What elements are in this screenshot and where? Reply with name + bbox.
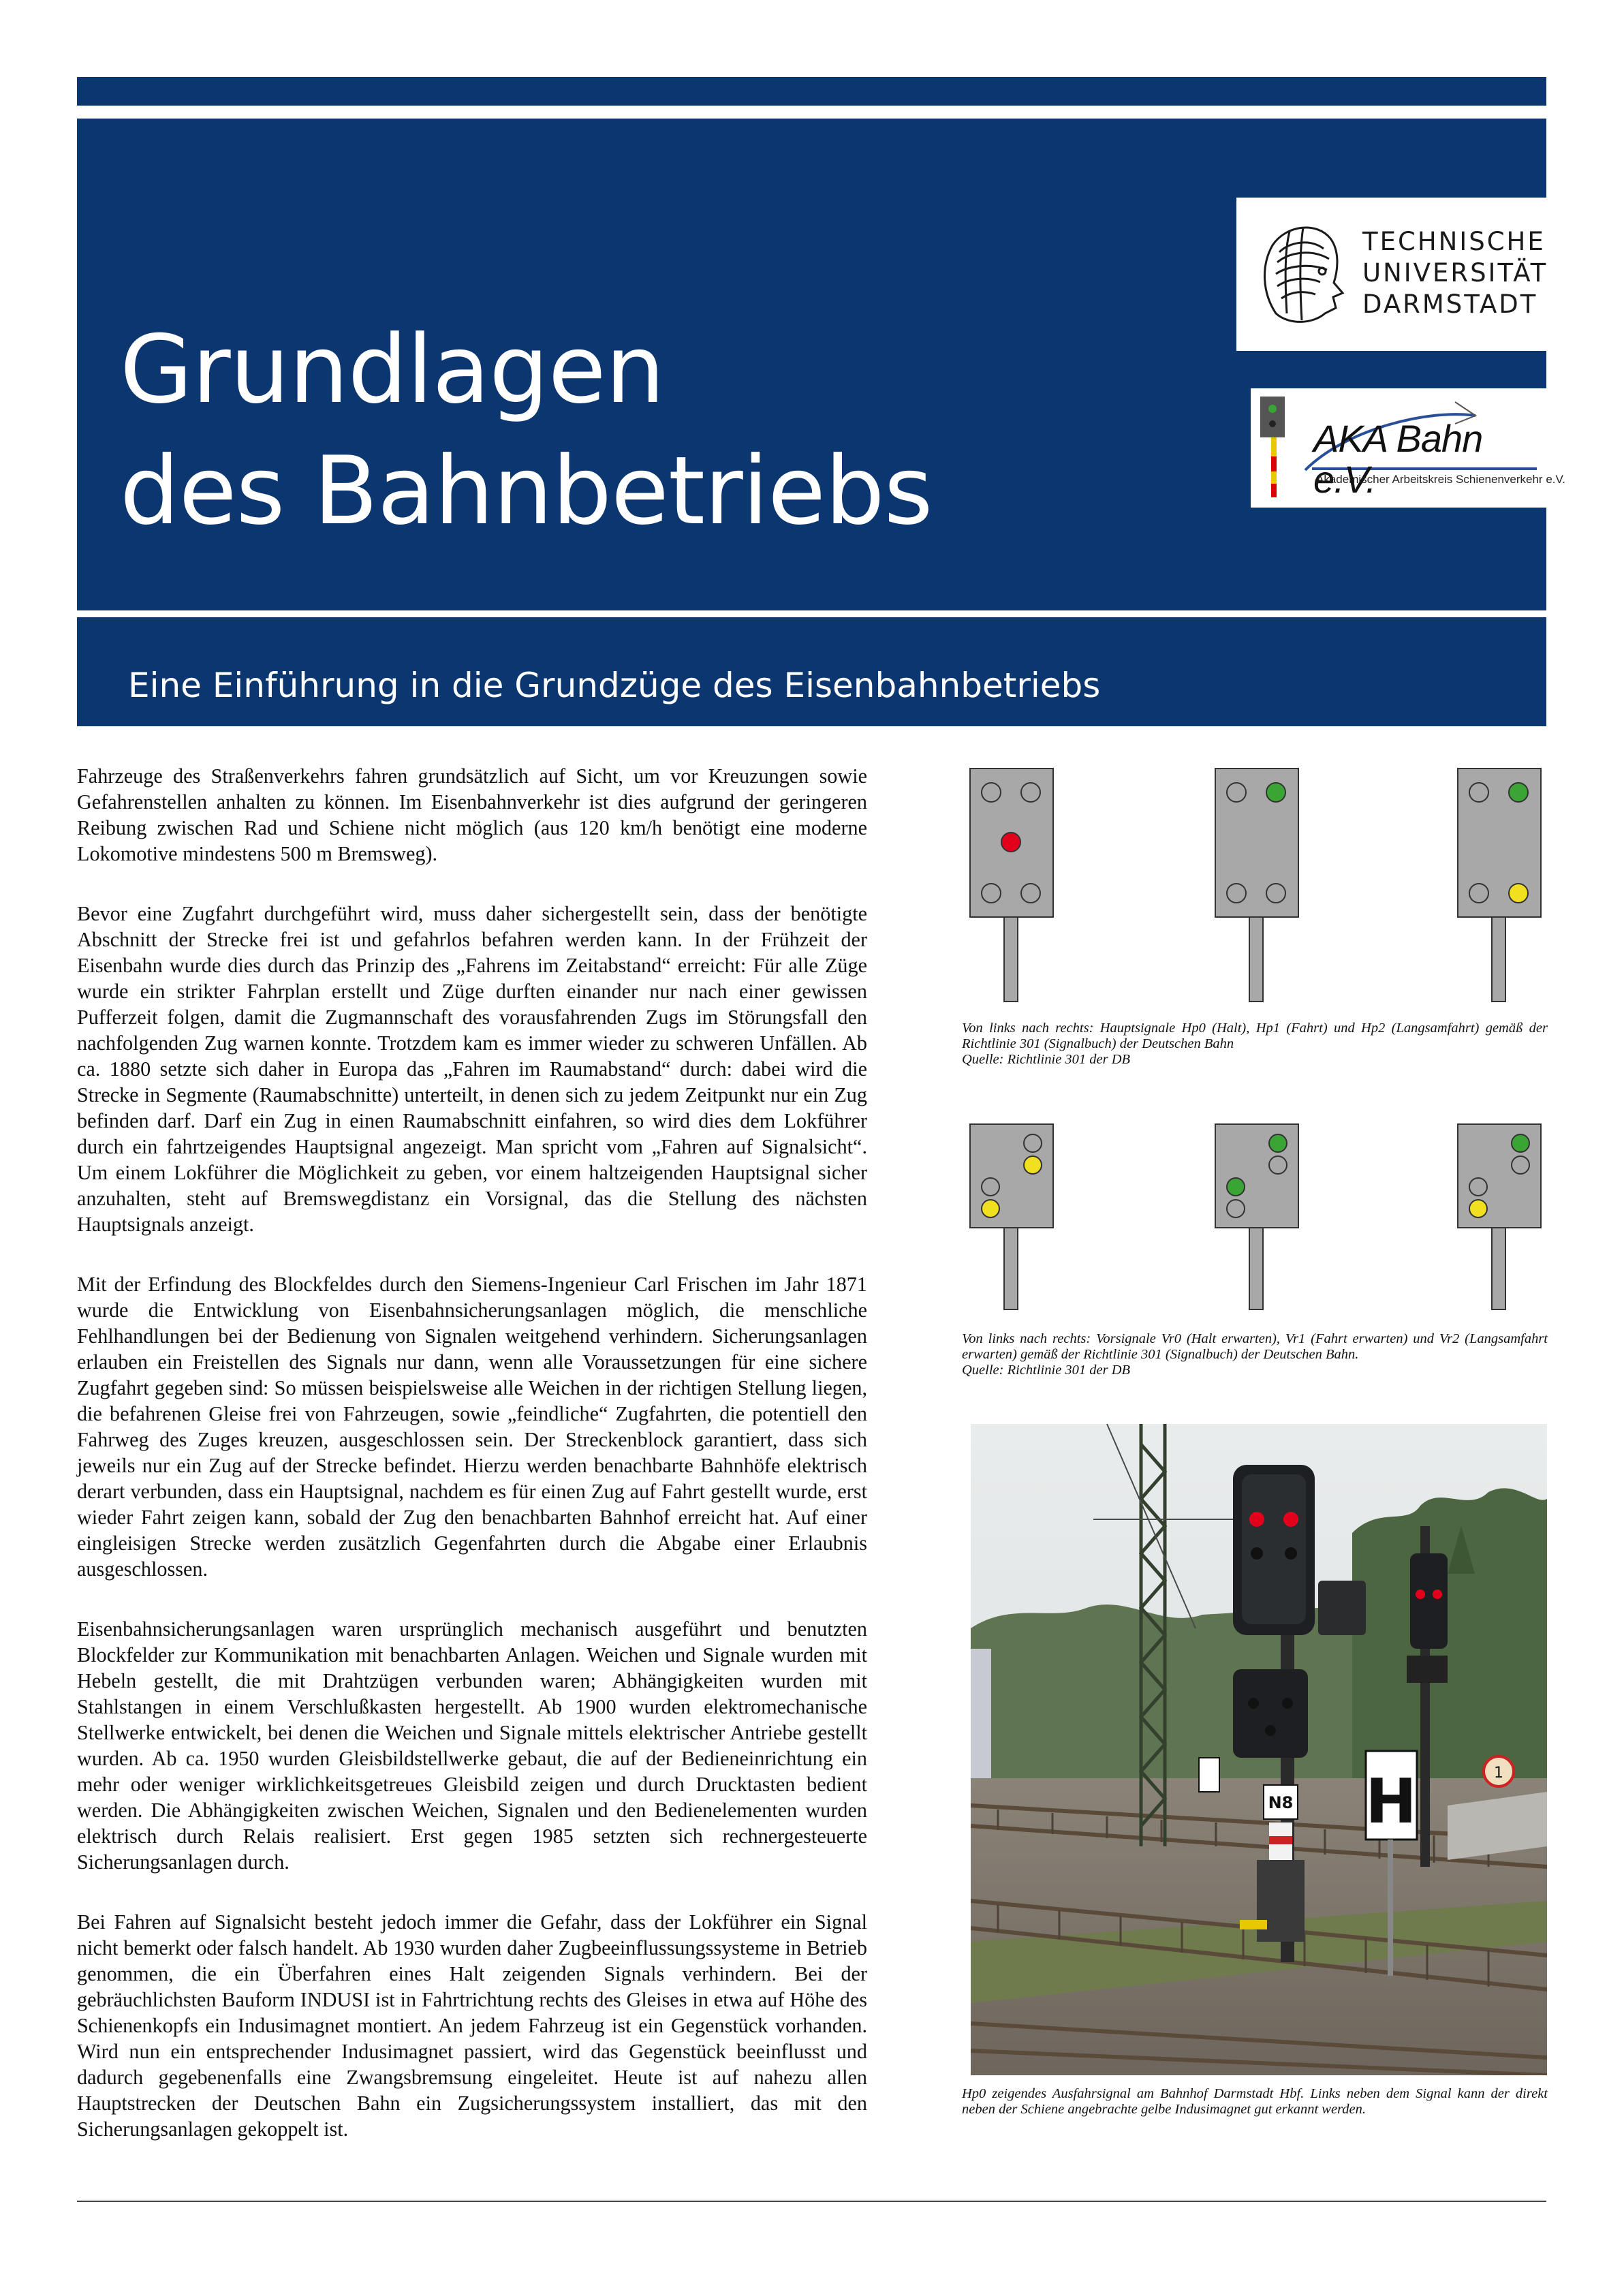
signal-hp2 <box>1458 769 1541 1002</box>
station-signal-photo <box>971 1424 1547 2075</box>
athena-seal-icon <box>1249 211 1351 334</box>
signal-hp0 <box>970 769 1053 1002</box>
footer-rule <box>77 2201 1546 2202</box>
tu-darmstadt-logo <box>1236 198 1548 351</box>
paragraph-3: Mit der Erfindung des Blockfeldes durch den Siemens-Ingenieur Carl Frischen im Jahr 1871 wurde die Entwicklung von Eisenbahnsicherungsanlagen möglich, die menschliche Fehlhandlungen bei der Bedienung von Signalen weitgehend verhindern. Sicherungsanlagen erlauben ein Freistellen des Signals nur dann, wenn alle Voraussetzungen für eine sichere Zugfahrt gegeben sind: So müssen beispielsweise alle Weichen in der richtigen Stellung liegen, die befahrenen Gleise frei von Fahrzeugen, sowie „feindliche“ Zugfahrten, die potentiell den Fahrweg des Zuges kreuzen, ausgeschlossen sein. Der Streckenblock garantiert, dass sich jeweils nur ein Zug auf der Strecke befindet. Hierzu werden benachbarte Bahnhöfe elektrisch derart verbunden, dass ein Hauptsignal, nachdem es für einen Zug auf Fahrt gestellt wurde, erst wieder Fahrt zeigen kann, sobald der Zug den benachbarten Bahnhof erreicht hat. Auf einer eingleisigen Strecke werden zusätzlich Gegenfahrten durch die Abgabe einer Erlaubnis ausgeschlossen. <box>77 1273 867 1581</box>
tu-logo-line-1: TECHNISCHE <box>1362 227 1546 256</box>
main-signals-caption-source: Quelle: Richtlinie 301 der DB <box>962 1052 1131 1067</box>
title-line-1: Grundlagen <box>120 315 665 424</box>
tu-logo-line-2: UNIVERSITÄT <box>1362 258 1548 288</box>
distant-signals-caption-source: Quelle: Richtlinie 301 der DB <box>962 1363 1131 1378</box>
tu-logo-text <box>1362 226 1548 320</box>
main-signals-caption-text: Von links nach rechts: Hauptsignale Hp0 (Halt), Hp1 (Fahrt) und Hp2 (Langsamfahrt) gemäß der Richtlinie 301 (Signalbuch) der Deutschen Bahn <box>962 1021 1548 1051</box>
n8-sign-label: N8 <box>1268 1793 1294 1812</box>
page-title <box>120 309 933 552</box>
header-banner <box>77 119 1546 610</box>
photo-caption: Hp0 zeigendes Ausfahrsignal am Bahnhof Darmstadt Hbf. Links neben dem Signal kann der direkt neben der Schiene angebrachte gelbe Indusimagnet gut erkannt werden. <box>962 2086 1548 2117</box>
paragraph-2: Bevor eine Zugfahrt durchgeführt wird, muss daher sichergestellt sein, dass der benötigte Abschnitt der Strecke frei ist und gefahrlos befahren werden kann. In der Frühzeit der Eisenbahn wurde dies durch das Prinzip des „Fahrens im Zeitabstand“ erreicht: Für alle Züge wurde ein strikter Fahrplan erstellt und Züge durften einander nur nach einer gewissen Pufferzeit folgen, damit die Zugmannschaft des vorausfahrenden Zugs im Störungsfall den nachfolgenden Zug warnen konnte. Trotzdem kam es immer wieder zu schweren Unfällen. Ab ca. 1880 setzte sich daher in Europa das „Fahren im Raumabstand“ durch: dabei wird die Strecke in Segmente (Raumabschnitte) unterteilt, in denen sich zu jedem Zeitpunkt nur ein Zug befinden darf. Darf ein Zug in einen Raumabschnitt einfahren, so wird dies dem Lokführer durch ein fahrtzeigendes Hauptsignal angezeigt. Man spricht vom „Fahren auf Signalsicht“. Um einem Lokführer die Möglichkeit zu geben, vor einem haltzeigenden Hauptsignal sicher anzuhalten, steht auf Bremswegdistanz ein Vorsignal, das die Stellung des nächsten Hauptsignals anzeigt. <box>77 902 867 1236</box>
distant-signals-caption <box>962 1331 1548 1378</box>
tu-logo-line-3: DARMSTADT <box>1362 290 1538 319</box>
body-text-column <box>77 763 867 2176</box>
subtitle-banner <box>77 617 1546 726</box>
distant-signals-caption-text: Von links nach rechts: Vorsignale Vr0 (Halt erwarten), Vr1 (Fahrt erwarten) und Vr2 (Langsamfahrt erwarten) gemäß der Richtlinie 301 (Signalbuch) der Deutschen Bahn. <box>962 1331 1548 1362</box>
signal-vr0 <box>970 1124 1053 1309</box>
title-line-2: des Bahnbetriebs <box>120 436 933 546</box>
page-subtitle: Eine Einführung in die Grundzüge des Eisenbahnbetriebs <box>128 666 1101 705</box>
signal-hp1 <box>1215 769 1298 1002</box>
top-band <box>77 77 1546 106</box>
signal-vr2 <box>1458 1124 1541 1309</box>
photo-illustration <box>971 1424 1547 2075</box>
signal-vr1 <box>1215 1124 1298 1309</box>
aka-bahn-logo <box>1251 388 1565 508</box>
main-signals-caption <box>962 1021 1548 1068</box>
speed-sign-label: 1 <box>1494 1765 1503 1782</box>
paragraph-5: Bei Fahren auf Signalsicht besteht jedoch immer die Gefahr, dass der Lokführer ein Signal nicht bemerkt oder falsch handelt. Ab 1930 wurden daher Zugbeeinflussungssysteme in Betrieb genommen, die ein Überfahren eines Halt zeigenden Signals verhindern. Bei der gebräuchlichsten Bauform INDUSI ist in Fahrtrichtung rechts des Gleises in etwa auf Höhe des Schienenkopfs ein Indusimagnet montiert. An jedem Fahrzeug ist ein Gegenstück vorhanden. Wird nun ein entsprechender Indusimagnet passiert, wird das Gegenstück beeinflusst und dadurch gegebenenfalls eine Zwangsbremsung eingeleitet. Heute ist auf nahezu allen Hauptstrecken der Deutschen Bahn ein Zugsicherungssystem installiert, das mit den Sicherungsanlagen gekoppelt ist. <box>77 1910 867 2141</box>
h-sign-label: H <box>1365 1766 1417 1837</box>
aka-logo-name: AKA Bahn e.V. <box>1313 417 1483 501</box>
aka-logo-subtitle: Akademischer Arbeitskreis Schienenverkehr e.V. <box>1316 473 1565 486</box>
main-signals-illustration <box>962 762 1548 1007</box>
distant-signals-illustration <box>962 1117 1548 1315</box>
paragraph-4: Eisenbahnsicherungsanlagen waren ursprünglich mechanisch ausgeführt und benutzten Blockfelder zur Kommunikation mit benachbarten Anlagen. Weichen und Signale wurden mit Hebeln gestellt, die mit Drahtzügen verbunden waren; Abhängigkeiten wurden mit Stahlstangen in einem Verschlußkasten hergestellt. Ab 1900 wurden elektromechanische Stellwerke entwickelt, bei denen die Weichen und Signale mittels elektrischer Antriebe gestellt wurden. Ab ca. 1950 wurden Gleisbildstellwerke gebaut, die auf der Bedieneinrichtung ein mehr oder weniger wirklichkeitsgetreues Gleisbild zeigen und durch Drucktasten bedient werden. Die Abhängigkeiten zwischen Weichen, Signalen und den Bedienelementen wurden elektrisch durch Relais realisiert. Erst gegen 1985 setzten sich rechnergesteuerte Sicherungsanlagen durch. <box>77 1617 867 1874</box>
paragraph-1: Fahrzeuge des Straßenverkehrs fahren grundsätzlich auf Sicht, um vor Kreuzungen sowie Gefahrenstellen anhalten zu können. Im Eisenbahnverkehr ist dies aufgrund der geringeren Reibung zwischen Rad und Schiene nicht möglich (aus 120 km/h benötigt eine moderne Lokomotive mindestens 500 m Bremsweg). <box>77 764 867 865</box>
